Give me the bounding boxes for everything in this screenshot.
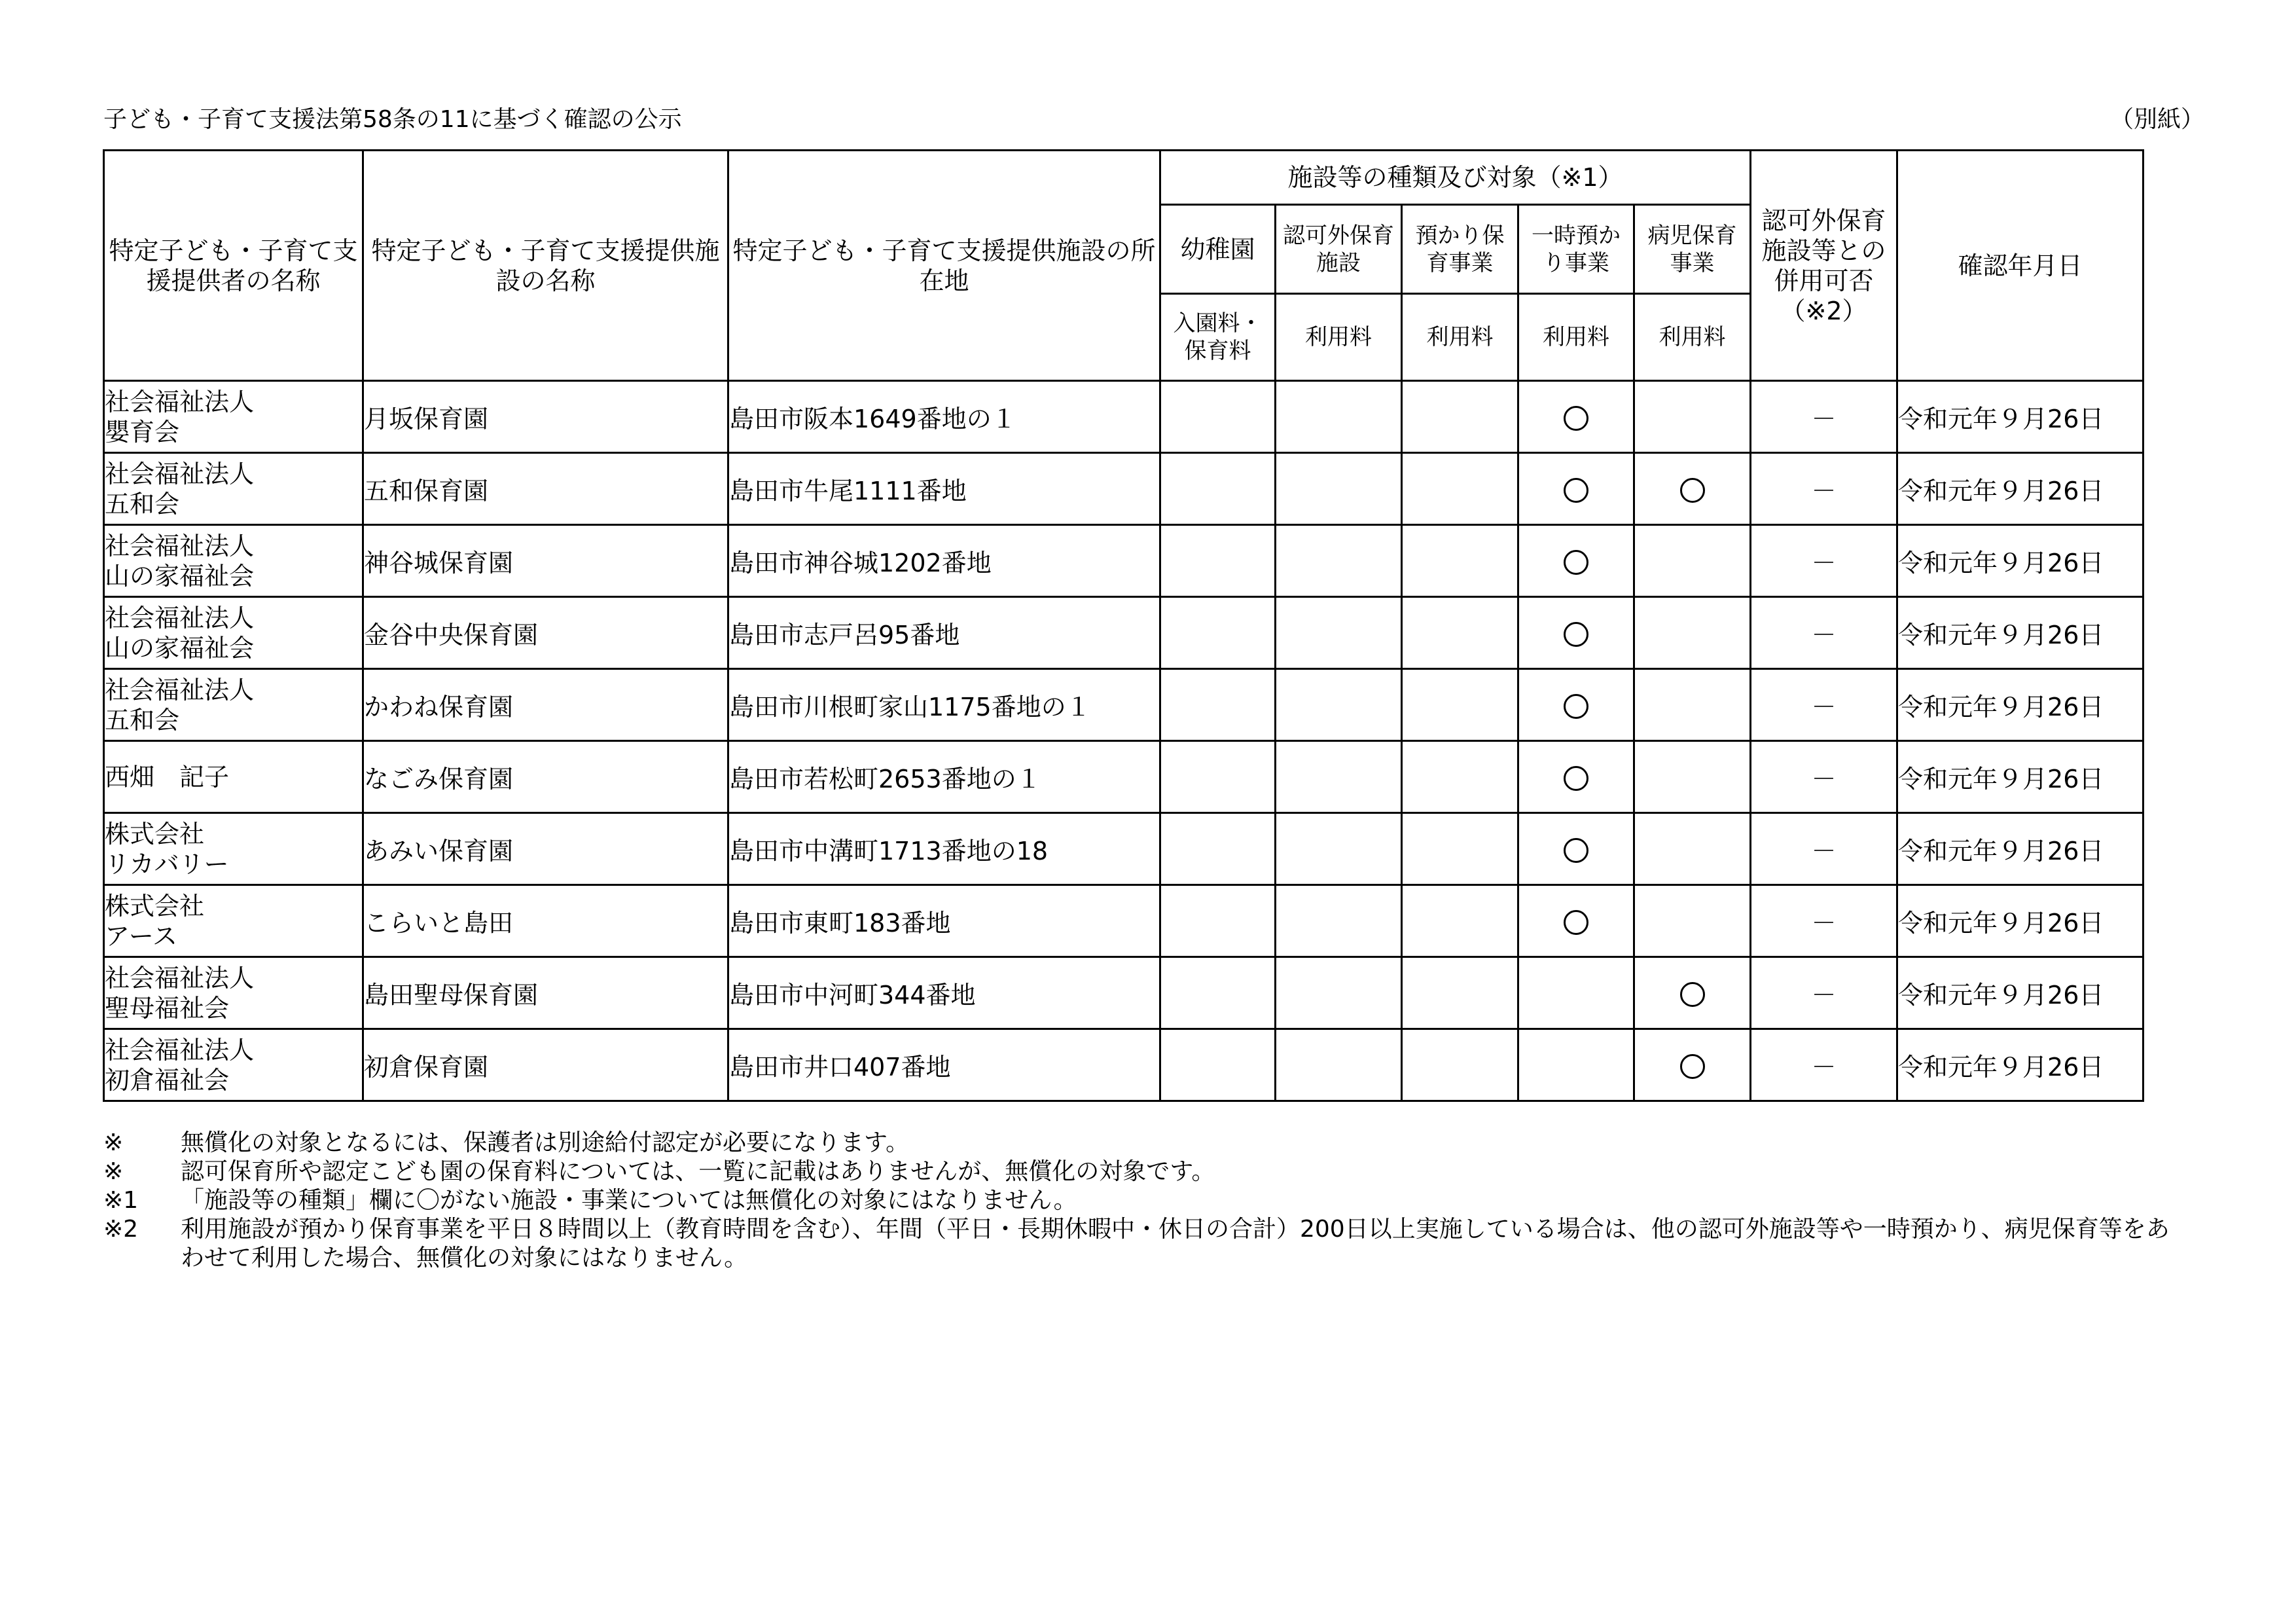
facility-address: 島田市井口407番地 — [728, 1029, 1160, 1101]
header-type-sick-child: 病児保育事業 — [1634, 205, 1751, 294]
provider-name-line: 嬰育会 — [105, 417, 180, 447]
type-cell-unlicensed — [1276, 885, 1402, 957]
note-item — [103, 1186, 2183, 1215]
header-type-kindergarten: 幼稚園 — [1160, 205, 1276, 294]
type-cell-unlicensed — [1276, 669, 1402, 741]
circle-mark-icon — [1680, 1054, 1705, 1079]
type-cell-kindergarten — [1160, 957, 1276, 1029]
type-cell-unlicensed — [1276, 741, 1402, 813]
table-row — [104, 957, 2144, 1029]
table-row — [104, 669, 2144, 741]
provider-name — [104, 885, 363, 957]
confirmation-table — [103, 149, 2144, 1102]
facility-name: 金谷中央保育園 — [363, 597, 728, 669]
facility-name: 島田聖母保育園 — [363, 957, 728, 1029]
provider-name — [104, 1029, 363, 1101]
note-mark: ※2 — [103, 1216, 139, 1243]
header-type-temporary-care: 一時預かり事業 — [1518, 205, 1634, 294]
confirmation-date: 令和元年９月26日 — [1897, 597, 2144, 669]
facility-name: なごみ保育園 — [363, 741, 728, 813]
type-cell-sick-child — [1634, 957, 1751, 1029]
compat-value: － — [1751, 669, 1897, 741]
confirmation-date: 令和元年９月26日 — [1897, 669, 2144, 741]
type-cell-temporary-care — [1518, 885, 1634, 957]
table-body — [104, 381, 2144, 1101]
facility-address: 島田市東町183番地 — [728, 885, 1160, 957]
type-cell-extended-care — [1402, 741, 1518, 813]
type-cell-extended-care — [1402, 453, 1518, 525]
header-fee-kindergarten: 入園料・保育料 — [1160, 294, 1276, 381]
provider-name-line: 山の家福祉会 — [105, 633, 255, 663]
header-provider: 特定子ども・子育て支援提供者の名称 — [104, 151, 363, 381]
provider-name — [104, 597, 363, 669]
type-cell-kindergarten — [1160, 885, 1276, 957]
type-cell-kindergarten — [1160, 381, 1276, 453]
provider-name-line: 五和会 — [105, 705, 180, 735]
facility-address: 島田市中河町344番地 — [728, 957, 1160, 1029]
provider-name — [104, 381, 363, 453]
provider-name-line: 社会福祉法人 — [105, 531, 255, 560]
facility-name: かわね保育園 — [363, 669, 728, 741]
table-row — [104, 1029, 2144, 1101]
type-cell-unlicensed — [1276, 597, 1402, 669]
facility-name: 月坂保育園 — [363, 381, 728, 453]
compat-value: － — [1751, 813, 1897, 885]
provider-name-line: 西畑 記子 — [105, 762, 230, 792]
document-title: 子ども・子育て支援法第58条の11に基づく確認の公示 — [103, 106, 682, 133]
provider-name-line: 山の家福祉会 — [105, 561, 255, 591]
type-cell-sick-child — [1634, 525, 1751, 597]
type-cell-sick-child — [1634, 741, 1751, 813]
compat-value: － — [1751, 957, 1897, 1029]
table-row — [104, 741, 2144, 813]
confirmation-date: 令和元年９月26日 — [1897, 957, 2144, 1029]
provider-name — [104, 957, 363, 1029]
type-cell-temporary-care — [1518, 1029, 1634, 1101]
circle-mark-icon — [1564, 766, 1588, 791]
type-cell-temporary-care — [1518, 597, 1634, 669]
type-cell-extended-care — [1402, 813, 1518, 885]
type-cell-sick-child — [1634, 597, 1751, 669]
header-facility-types: 施設等の種類及び対象（※1） — [1160, 151, 1751, 205]
provider-name-line: 初倉福祉会 — [105, 1065, 230, 1095]
type-cell-sick-child — [1634, 669, 1751, 741]
note-mark: ※1 — [103, 1187, 139, 1214]
provider-name-line: 社会福祉法人 — [105, 963, 255, 993]
facility-name: 五和保育園 — [363, 453, 728, 525]
facility-name: こらいと島田 — [363, 885, 728, 957]
provider-name-line: 社会福祉法人 — [105, 675, 255, 704]
confirmation-date: 令和元年９月26日 — [1897, 453, 2144, 525]
type-cell-unlicensed — [1276, 453, 1402, 525]
provider-name — [104, 813, 363, 885]
note-text: 「施設等の種類」欄に〇がない施設・事業については無償化の対象にはなりません。 — [181, 1187, 1077, 1214]
confirmation-date: 令和元年９月26日 — [1897, 885, 2144, 957]
table-row — [104, 885, 2144, 957]
circle-mark-icon — [1564, 694, 1588, 719]
compat-value: － — [1751, 453, 1897, 525]
provider-name — [104, 453, 363, 525]
provider-name — [104, 741, 363, 813]
provider-name — [104, 525, 363, 597]
confirmation-date: 令和元年９月26日 — [1897, 381, 2144, 453]
compat-value: － — [1751, 885, 1897, 957]
facility-address: 島田市川根町家山1175番地の１ — [728, 669, 1160, 741]
note-item — [103, 1158, 2183, 1186]
provider-name-line: 株式会社 — [105, 819, 205, 848]
facility-address: 島田市牛尾1111番地 — [728, 453, 1160, 525]
type-cell-extended-care — [1402, 381, 1518, 453]
header-type-unlicensed: 認可外保育施設 — [1276, 205, 1402, 294]
table-row — [104, 453, 2144, 525]
type-cell-kindergarten — [1160, 669, 1276, 741]
table-row — [104, 381, 2144, 453]
facility-address: 島田市若松町2653番地の１ — [728, 741, 1160, 813]
type-cell-temporary-care — [1518, 957, 1634, 1029]
type-cell-temporary-care — [1518, 453, 1634, 525]
type-cell-unlicensed — [1276, 957, 1402, 1029]
facility-name: あみい保育園 — [363, 813, 728, 885]
type-cell-kindergarten — [1160, 525, 1276, 597]
header-fee-sick-child: 利用料 — [1634, 294, 1751, 381]
type-cell-extended-care — [1402, 1029, 1518, 1101]
type-cell-unlicensed — [1276, 525, 1402, 597]
type-cell-extended-care — [1402, 957, 1518, 1029]
header-fee-extended-care: 利用料 — [1402, 294, 1518, 381]
facility-address: 島田市神谷城1202番地 — [728, 525, 1160, 597]
note-item — [103, 1129, 2183, 1158]
compat-value: － — [1751, 525, 1897, 597]
table-row — [104, 525, 2144, 597]
compat-value: － — [1751, 741, 1897, 813]
type-cell-extended-care — [1402, 597, 1518, 669]
note-text: 利用施設が預かり保育事業を平日８時間以上（教育時間を含む）、年間（平日・長期休暇中・休日の合計）200日以上実施している場合は、他の認可外施設等や一時預かり、病児保育等をあわせて利用した場合、無償化の対象にはなりません。 — [181, 1216, 2170, 1271]
type-cell-sick-child — [1634, 1029, 1751, 1101]
confirmation-date: 令和元年９月26日 — [1897, 525, 2144, 597]
type-cell-extended-care — [1402, 885, 1518, 957]
header-type-extended-care: 預かり保育事業 — [1402, 205, 1518, 294]
circle-mark-icon — [1564, 838, 1588, 863]
note-mark: ※ — [103, 1158, 124, 1185]
type-cell-temporary-care — [1518, 381, 1634, 453]
facility-name: 初倉保育園 — [363, 1029, 728, 1101]
note-mark: ※ — [103, 1129, 124, 1156]
type-cell-unlicensed — [1276, 813, 1402, 885]
type-cell-unlicensed — [1276, 381, 1402, 453]
circle-mark-icon — [1564, 910, 1588, 935]
header-facility: 特定子ども・子育て支援提供施設の名称 — [363, 151, 728, 381]
provider-name-line: 社会福祉法人 — [105, 1035, 255, 1065]
type-cell-kindergarten — [1160, 597, 1276, 669]
table-row — [104, 597, 2144, 669]
circle-mark-icon — [1680, 982, 1705, 1007]
circle-mark-icon — [1564, 478, 1588, 503]
header-address: 特定子ども・子育て支援提供施設の所在地 — [728, 151, 1160, 381]
provider-name-line: 社会福祉法人 — [105, 387, 255, 416]
type-cell-kindergarten — [1160, 813, 1276, 885]
confirmation-date: 令和元年９月26日 — [1897, 813, 2144, 885]
facility-name: 神谷城保育園 — [363, 525, 728, 597]
provider-name-line: リカバリー — [105, 849, 229, 879]
type-cell-sick-child — [1634, 453, 1751, 525]
attachment-label: （別紙） — [2109, 106, 2204, 133]
provider-name-line: 社会福祉法人 — [105, 459, 255, 488]
table-row — [104, 813, 2144, 885]
header-date: 確認年月日 — [1897, 151, 2144, 381]
provider-name-line: アース — [105, 921, 177, 951]
type-cell-kindergarten — [1160, 1029, 1276, 1101]
note-text: 無償化の対象となるには、保護者は別途給付認定が必要になります。 — [181, 1129, 910, 1156]
type-cell-temporary-care — [1518, 813, 1634, 885]
note-item — [103, 1215, 2183, 1273]
compat-value: － — [1751, 597, 1897, 669]
type-cell-extended-care — [1402, 669, 1518, 741]
type-cell-sick-child — [1634, 885, 1751, 957]
provider-name-line: 社会福祉法人 — [105, 603, 255, 632]
type-cell-temporary-care — [1518, 525, 1634, 597]
notes — [103, 1129, 2183, 1273]
type-cell-temporary-care — [1518, 741, 1634, 813]
type-cell-sick-child — [1634, 813, 1751, 885]
facility-address: 島田市阪本1649番地の１ — [728, 381, 1160, 453]
type-cell-sick-child — [1634, 381, 1751, 453]
circle-mark-icon — [1564, 550, 1588, 575]
provider-name — [104, 669, 363, 741]
compat-value: － — [1751, 1029, 1897, 1101]
facility-address: 島田市志戸呂95番地 — [728, 597, 1160, 669]
header-compat: 認可外保育施設等との併用可否（※2） — [1751, 151, 1897, 381]
type-cell-kindergarten — [1160, 741, 1276, 813]
note-text: 認可保育所や認定こども園の保育料については、一覧に記載はありませんが、無償化の対象です。 — [181, 1158, 1215, 1185]
circle-mark-icon — [1680, 478, 1705, 503]
confirmation-date: 令和元年９月26日 — [1897, 1029, 2144, 1101]
provider-name-line: 株式会社 — [105, 891, 205, 921]
type-cell-extended-care — [1402, 525, 1518, 597]
header-fee-unlicensed: 利用料 — [1276, 294, 1402, 381]
header-fee-temporary-care: 利用料 — [1518, 294, 1634, 381]
type-cell-unlicensed — [1276, 1029, 1402, 1101]
type-cell-kindergarten — [1160, 453, 1276, 525]
type-cell-temporary-care — [1518, 669, 1634, 741]
provider-name-line: 聖母福祉会 — [105, 993, 230, 1023]
compat-value: － — [1751, 381, 1897, 453]
circle-mark-icon — [1564, 406, 1588, 431]
provider-name-line: 五和会 — [105, 489, 180, 519]
facility-address: 島田市中溝町1713番地の18 — [728, 813, 1160, 885]
circle-mark-icon — [1564, 622, 1588, 647]
confirmation-date: 令和元年９月26日 — [1897, 741, 2144, 813]
